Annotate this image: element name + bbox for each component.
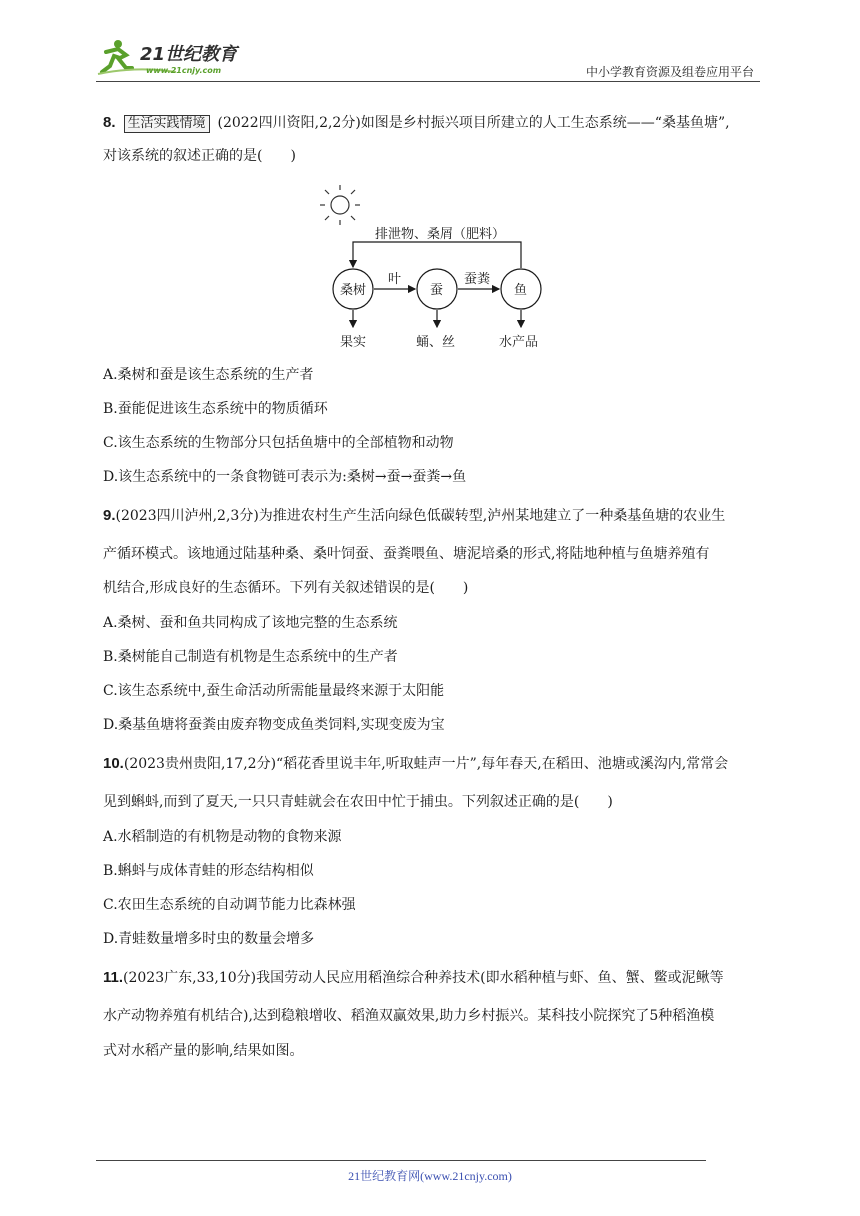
option-b: B.桑树能自己制造有机物是生态系统中的生产者 xyxy=(103,649,398,665)
question-11 xyxy=(103,969,724,987)
question-number: 9. xyxy=(103,507,116,524)
node-label: 桑树 xyxy=(340,283,367,298)
option-c: C.农田生态系统的自动调节能力比森林强 xyxy=(103,897,356,913)
option-a: A.水稻制造的有机物是动物的食物来源 xyxy=(103,829,342,845)
option-d: D.该生态系统中的一条食物链可表示为:桑树→蚕→蚕粪→鱼 xyxy=(103,469,467,485)
question-text: (2023贵州贵阳,17,2分)“稻花香里说丰年,听取蛙声一片”,每年春天,在稻田、池塘或溪沟内,常常会 xyxy=(123,756,729,772)
header-divider xyxy=(96,81,760,82)
question-10 xyxy=(103,755,728,773)
fertilizer-arrow xyxy=(353,242,521,268)
option-c: C.该生态系统中,蚕生命活动所需能量最终来源于太阳能 xyxy=(103,683,445,699)
question-text: 对该系统的叙述正确的是( ) xyxy=(103,148,296,164)
question-text: (2022四川资阳,2,2分)如图是乡村振兴项目所建立的人工生态系统——“桑基鱼塘”, xyxy=(217,115,730,131)
logo xyxy=(96,38,266,78)
context-tag: 生活实践情境 xyxy=(124,115,210,133)
question-text: 式对水稻产量的影响,结果如图。 xyxy=(103,1043,304,1059)
option-b: B.蚕能促进该生态系统中的物质循环 xyxy=(103,401,328,417)
logo-url: www.21cnjy.com xyxy=(146,66,222,75)
arrow-label: 蚕粪 xyxy=(464,272,491,287)
option-c: C.该生态系统的生物部分只包括鱼塘中的全部植物和动物 xyxy=(103,435,454,451)
option-b: B.蝌蚪与成体青蛙的形态结构相似 xyxy=(103,863,314,879)
option-a: A.桑树、蚕和鱼共同构成了该地完整的生态系统 xyxy=(103,615,398,631)
output-label: 果实 xyxy=(340,335,367,350)
option-d: D.青蛙数量增多时虫的数量会增多 xyxy=(103,931,315,947)
question-text: (2023四川泸州,2,3分)为推进农村生产生活向绿色低碳转型,泸州某地建立了一种桑基鱼塘的农业生 xyxy=(115,508,726,524)
question-text: 机结合,形成良好的生态循环。下列有关叙述错误的是( ) xyxy=(103,580,469,596)
node-label: 蚕 xyxy=(430,283,444,298)
question-number: 8. xyxy=(103,114,116,131)
question-number: 11. xyxy=(103,969,124,986)
question-text: 产循环模式。该地通过陆基种桑、桑叶饲蚕、蚕粪喂鱼、塘泥培桑的形式,将陆地种植与鱼塘养殖有 xyxy=(103,546,710,562)
footer-link[interactable]: 21世纪教育网(www.21cnjy.com) xyxy=(348,1169,512,1183)
page-header xyxy=(96,38,760,82)
question-8 xyxy=(103,114,730,133)
question-number: 10. xyxy=(103,755,124,772)
output-label: 水产品 xyxy=(499,335,539,350)
fertilizer-label: 排泄物、桑屑（肥料） xyxy=(375,227,506,242)
question-text: (2023广东,33,10分)我国劳动人民应用稻渔综合种养技术(即水稻种植与虾、鱼、蟹、鳖或泥鳅等 xyxy=(123,970,724,986)
platform-name: 中小学教育资源及组卷应用平台 xyxy=(585,65,754,79)
arrow-label: 叶 xyxy=(388,272,402,287)
option-a: A.桑树和蚕是该生态系统的生产者 xyxy=(103,367,314,383)
mulberry-fish-pond-diagram xyxy=(320,183,560,353)
sun-icon xyxy=(320,185,360,225)
question-text: 水产动物养殖有机结合),达到稳粮增收、稻渔双赢效果,助力乡村振兴。某科技小院探究了5种稻渔模 xyxy=(103,1008,715,1024)
logo-text: 21世纪教育 xyxy=(140,44,238,65)
question-9 xyxy=(103,507,725,525)
node-label: 鱼 xyxy=(514,283,528,298)
question-text: 见到蝌蚪,而到了夏天,一只只青蛙就会在农田中忙于捕虫。下列叙述正确的是( ) xyxy=(103,794,613,810)
footer-divider xyxy=(96,1160,706,1161)
option-d: D.桑基鱼塘将蚕粪由废弃物变成鱼类饲料,实现变废为宝 xyxy=(103,717,445,733)
output-label: 蛹、丝 xyxy=(416,335,456,350)
